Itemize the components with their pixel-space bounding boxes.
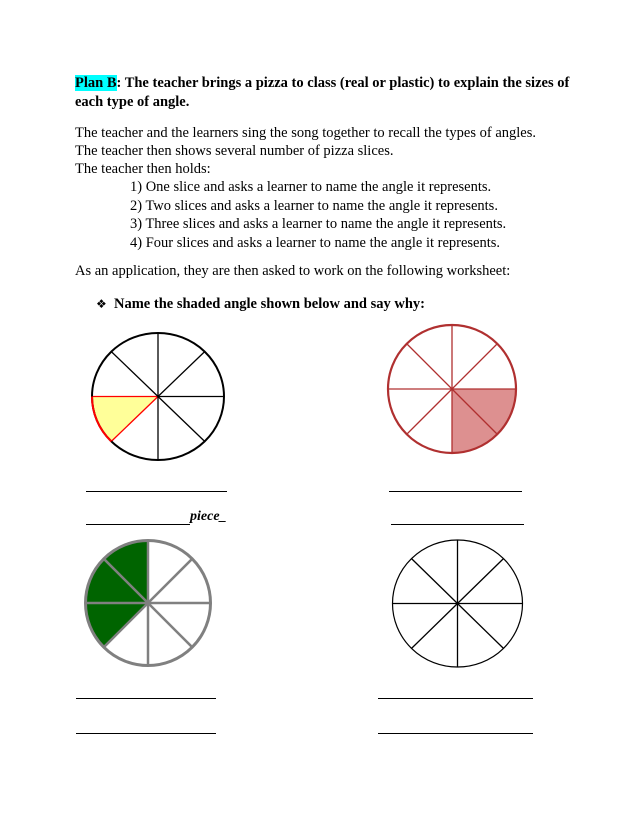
step-item: 2) Two slices and asks a learner to name the angle it represents.: [130, 197, 498, 214]
slice-divider: [412, 604, 458, 649]
slice-divider: [111, 352, 158, 397]
answer-line[interactable]: [76, 733, 216, 734]
pizza-diagram-three-slices: [83, 538, 213, 668]
slice-divider: [412, 559, 458, 604]
slice-divider: [452, 344, 497, 389]
steps-list: [130, 178, 506, 252]
plan-label: Plan B: [75, 75, 117, 91]
answer-line[interactable]: [86, 491, 227, 492]
pizza-diagram-two-slices: [386, 323, 518, 455]
slice-divider: [158, 352, 205, 397]
piece-suffix: _: [219, 509, 227, 524]
slice-divider: [458, 559, 504, 604]
pizza-diagram-one-slice: [88, 329, 228, 464]
pizza-diagram-one-slice-hatched: [391, 537, 524, 670]
piece-label: piece: [190, 509, 220, 524]
slice-divider: [158, 397, 205, 442]
diamond-bullet-icon: ❖: [96, 297, 107, 311]
piece-word: [190, 509, 227, 525]
intro-line-2: The teacher then shows several number of pizza slices.: [75, 143, 394, 159]
step-item: 1) One slice and asks a learner to name the angle it represents.: [130, 179, 492, 195]
answer-line[interactable]: [378, 698, 533, 699]
slice-divider: [458, 604, 504, 649]
slice-divider: [148, 603, 192, 647]
answer-line[interactable]: [76, 698, 216, 699]
slice-divider: [407, 344, 452, 389]
plan-heading: [75, 74, 575, 112]
answer-line[interactable]: [378, 733, 533, 734]
worksheet-task: [96, 296, 425, 313]
answer-line[interactable]: [86, 524, 190, 525]
intro-line-1: The teacher and the learners sing the song together to recall the types of angles.: [75, 125, 537, 141]
plan-heading-text: : The teacher brings a pizza to class (real or plastic) to explain the sizes of each type of angle.: [75, 75, 570, 110]
step-item: 3) Three slices and asks a learner to name the angle it represents.: [130, 216, 507, 232]
slice-divider: [407, 389, 452, 434]
step-item: 4) Four slices and asks a learner to name the angle it represents.: [130, 234, 501, 251]
task-text: Name the shaded angle shown below and say why:: [114, 296, 425, 312]
application-text: As an application, they are then asked to work on the following worksheet:: [75, 263, 511, 279]
slice-divider: [148, 559, 192, 603]
shaded-slice: [86, 603, 149, 647]
shaded-slice: [92, 397, 158, 442]
answer-line[interactable]: [389, 491, 522, 492]
answer-line[interactable]: [391, 524, 524, 525]
intro-line-3: The teacher then holds:: [75, 161, 211, 177]
